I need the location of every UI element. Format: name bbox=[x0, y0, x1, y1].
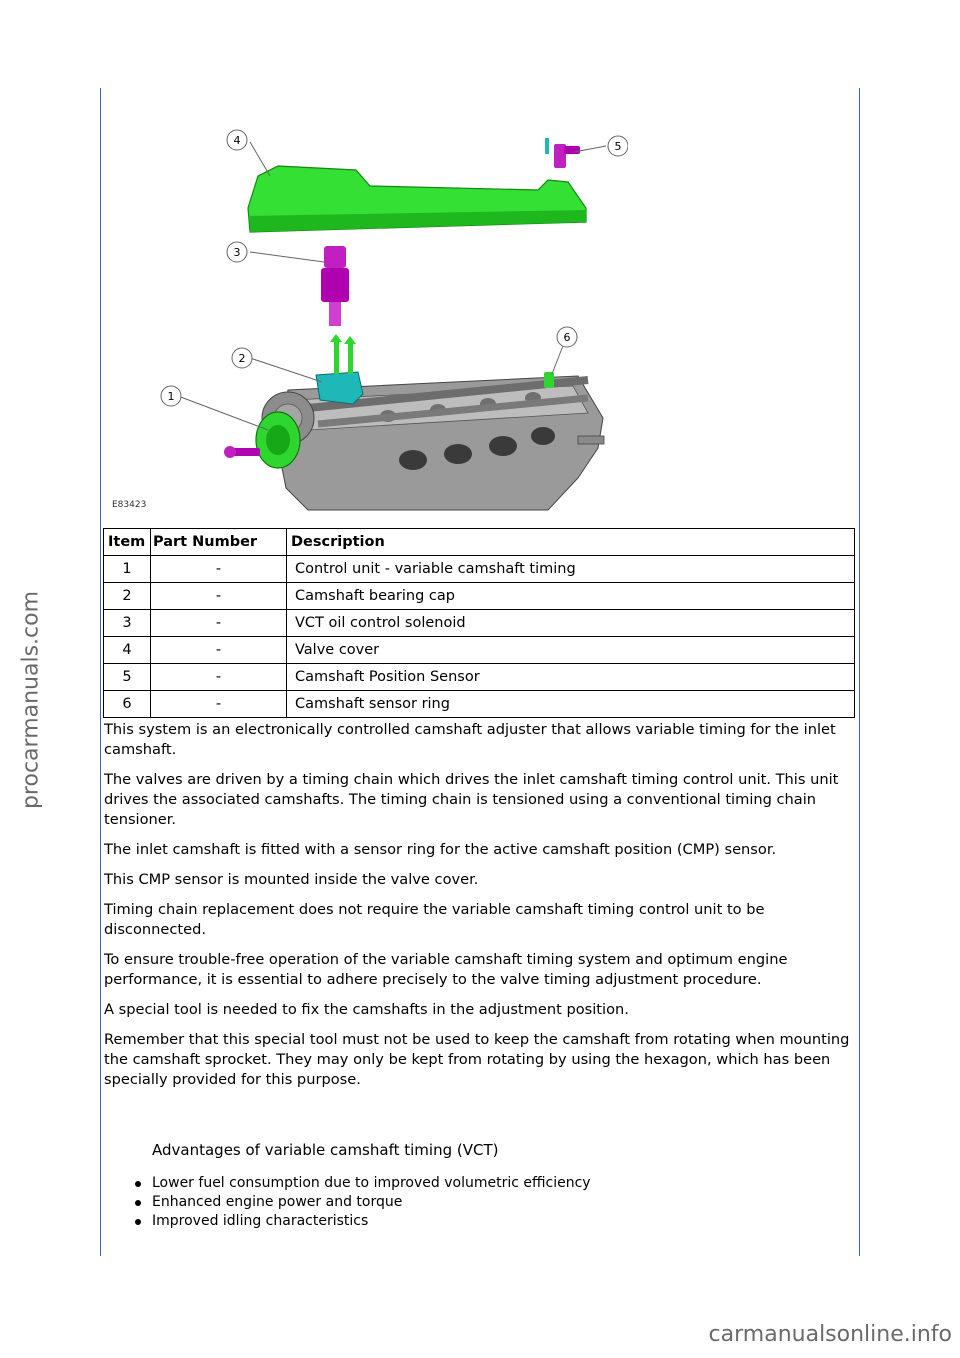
description-cell: Control unit - variable camshaft timing bbox=[287, 556, 855, 583]
description-cell: Camshaft sensor ring bbox=[287, 691, 855, 718]
right-margin-rule bbox=[859, 88, 860, 1256]
description-cell: Valve cover bbox=[287, 637, 855, 664]
bullet-icon bbox=[135, 1219, 141, 1225]
part-number-cell: - bbox=[151, 610, 287, 637]
description-cell: Camshaft bearing cap bbox=[287, 583, 855, 610]
side-watermark: procarmanuals.com bbox=[18, 590, 44, 810]
list-item bbox=[130, 1174, 591, 1193]
callout-1: 1 bbox=[167, 390, 175, 403]
camshaft-bearing-cap-illustration bbox=[316, 334, 363, 404]
callout-6: 6 bbox=[563, 331, 571, 344]
camshaft-timing-control-unit-illustration bbox=[224, 412, 300, 468]
part-number-cell: - bbox=[151, 664, 287, 691]
header-part-number: Part Number bbox=[151, 529, 287, 556]
description-cell: Camshaft Position Sensor bbox=[287, 664, 855, 691]
list-item-text: Improved idling characteristics bbox=[152, 1213, 369, 1229]
callout-5: 5 bbox=[614, 140, 622, 153]
table-row bbox=[104, 637, 855, 664]
paragraph: To ensure trouble-free operation of the variable camshaft timing system and optimum engine performance, it is essential to adhere precisely to the valve timing adjustment procedure. bbox=[104, 951, 788, 988]
list-item bbox=[130, 1212, 591, 1231]
table-row bbox=[104, 664, 855, 691]
item-cell: 2 bbox=[104, 583, 151, 610]
advantages-list bbox=[130, 1174, 591, 1231]
item-cell: 1 bbox=[104, 556, 151, 583]
footer-watermark: carmanualsonline.info bbox=[708, 1322, 952, 1347]
description-cell: VCT oil control solenoid bbox=[287, 610, 855, 637]
table-row bbox=[104, 556, 855, 583]
part-number-cell: - bbox=[151, 691, 287, 718]
item-cell: 4 bbox=[104, 637, 151, 664]
paragraph: This CMP sensor is mounted inside the valve cover. bbox=[104, 871, 479, 888]
parts-table bbox=[103, 528, 855, 718]
list-item-text: Enhanced engine power and torque bbox=[152, 1194, 403, 1210]
table-row bbox=[104, 610, 855, 637]
paragraph: A special tool is needed to fix the camshafts in the adjustment position. bbox=[104, 1001, 629, 1018]
part-number-cell: - bbox=[151, 556, 287, 583]
item-cell: 5 bbox=[104, 664, 151, 691]
callout-3: 3 bbox=[233, 246, 241, 259]
callout-4: 4 bbox=[233, 134, 241, 147]
header-item: Item bbox=[104, 529, 151, 556]
figure-callouts bbox=[161, 130, 628, 406]
camshaft-position-sensor-illustration bbox=[545, 138, 580, 168]
oil-control-solenoid-illustration bbox=[321, 246, 349, 326]
left-margin-rule bbox=[100, 88, 101, 1256]
paragraph: Timing chain replacement does not require the variable camshaft timing control unit to be disconnected. bbox=[104, 901, 765, 938]
callout-2: 2 bbox=[238, 352, 246, 365]
camshaft-sensor-ring-illustration bbox=[544, 372, 554, 388]
paragraph: This system is an electronically controlled camshaft adjuster that allows variable timing for the inlet camshaft. bbox=[104, 721, 836, 758]
paragraph: Remember that this special tool must not be used to keep the camshaft from rotating when mounting the camshaft sprocket. They may only be kept from rotating by using the hexagon, which has been specially provided for this purpose. bbox=[104, 1031, 850, 1088]
table-row bbox=[104, 691, 855, 718]
list-item bbox=[130, 1193, 591, 1212]
valve-cover-illustration bbox=[248, 166, 586, 232]
list-item-text: Lower fuel consumption due to improved volumetric efficiency bbox=[152, 1175, 591, 1191]
paragraph: The valves are driven by a timing chain which drives the inlet camshaft timing control unit. This unit drives the associated camshafts. The timing chain is tensioned using a conventional timing chain tensioner. bbox=[104, 771, 839, 828]
engine-exploded-diagram bbox=[108, 118, 628, 514]
bullet-icon bbox=[135, 1200, 141, 1206]
table-row bbox=[104, 583, 855, 610]
part-number-cell: - bbox=[151, 637, 287, 664]
table-header-row bbox=[104, 529, 855, 556]
figure-code: E83423 bbox=[112, 500, 147, 510]
advantages-heading: Advantages of variable camshaft timing (VCT) bbox=[152, 1141, 499, 1159]
body-text bbox=[104, 720, 856, 1100]
item-cell: 6 bbox=[104, 691, 151, 718]
bullet-icon bbox=[135, 1181, 141, 1187]
header-description: Description bbox=[287, 529, 855, 556]
item-cell: 3 bbox=[104, 610, 151, 637]
part-number-cell: - bbox=[151, 583, 287, 610]
paragraph: The inlet camshaft is fitted with a sensor ring for the active camshaft position (CMP) sensor. bbox=[104, 841, 777, 858]
